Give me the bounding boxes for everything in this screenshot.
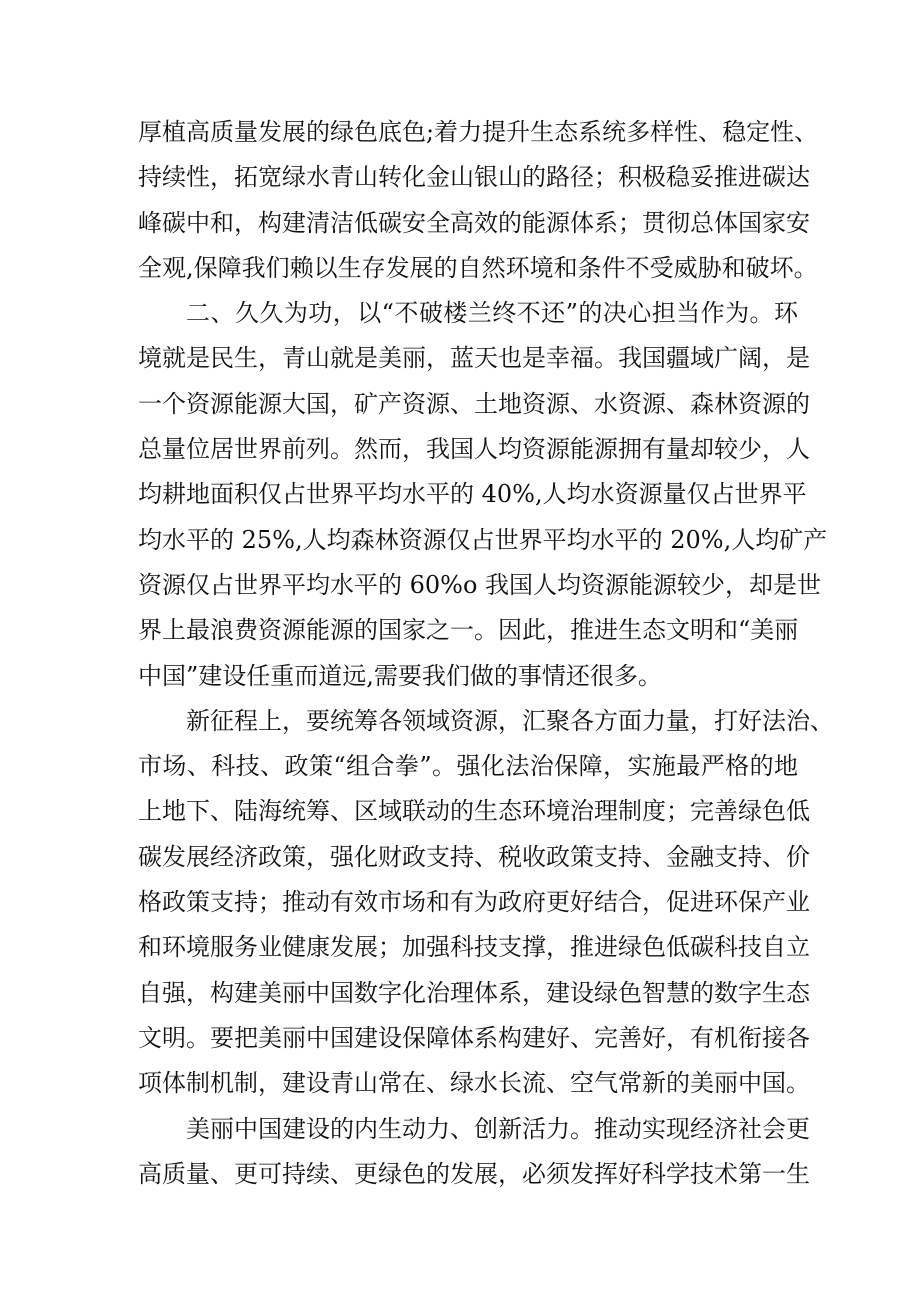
text-line: 均耕地面积仅占世界平均水平的 40%,人均水资源量仅占世界平	[138, 480, 807, 509]
text-line: 市场、科技、政策“组合拳”。强化法治保障，实施最严格的地	[138, 752, 798, 781]
text-line: 全观,保障我们赖以生存发展的自然环境和条件不受威胁和破坏。	[138, 253, 818, 282]
text-line: 自强，构建美丽中国数字化治理体系，建设绿色智慧的数字生态	[138, 978, 810, 1007]
text-line: 界上最浪费资源能源的国家之一。因此，推进生态文明和“美丽	[138, 616, 799, 645]
text-line: 项体制机制，建设青山常在、绿水长流、空气常新的美丽中国。	[138, 1069, 810, 1098]
text-line: 新征程上，要统筹各领域资源，汇聚各方面力量，打好法治、	[186, 706, 834, 735]
body-text	[138, 110, 834, 1197]
text-line: 厚植高质量发展的绿色底色;着力提升生态系统多样性、稳定性、	[138, 118, 819, 146]
text-line: 格政策支持；推动有效市场和有为政府更好结合，促进环保产业	[138, 888, 810, 917]
text-line: 碳发展经济政策，强化财政支持、税收政策支持、金融支持、价	[138, 842, 810, 871]
text-line: 一个资源能源大国，矿产资源、土地资源、水资源、森林资源的	[138, 389, 810, 418]
text-line: 持续性，拓宽绿水青山转化金山银山的路径；积极稳妥推进碳达	[138, 163, 810, 192]
text-line: 二、久久为功，以“不破楼兰终不还”的决心担当作为。环	[186, 299, 798, 328]
text-line: 峰碳中和，构建清洁低碳安全高效的能源体系；贯彻总体国家安	[138, 208, 810, 237]
text-line: 资源仅占世界平均水平的 60%o 我国人均资源能源较少，却是世	[138, 570, 822, 599]
text-line: 均水平的 25%,人均森林资源仅占世界平均水平的 20%,人均矿产	[138, 525, 828, 554]
text-line: 中国”建设任重而道远,需要我们做的事情还很多。	[138, 661, 662, 690]
text-line: 高质量、更可持续、更绿色的发展，必须发挥好科学技术第一生	[138, 1159, 810, 1188]
text-line: 和环境服务业健康发展；加强科技支撑，推进绿色低碳科技自立	[138, 933, 810, 962]
text-line: 美丽中国建设的内生动力、创新活力。推动实现经济社会更	[186, 1114, 810, 1143]
text-line: 文明。要把美丽中国建设保障体系构建好、完善好，有机衔接各	[138, 1023, 810, 1052]
text-line: 总量位居世界前列。然而，我国人均资源能源拥有量却较少，人	[138, 435, 810, 464]
text-line: 境就是民生，青山就是美丽，蓝天也是幸福。我国疆域广阔，是	[138, 344, 810, 373]
text-line: 上地下、陆海统筹、区域联动的生态环境治理制度；完善绿色低	[138, 797, 810, 826]
